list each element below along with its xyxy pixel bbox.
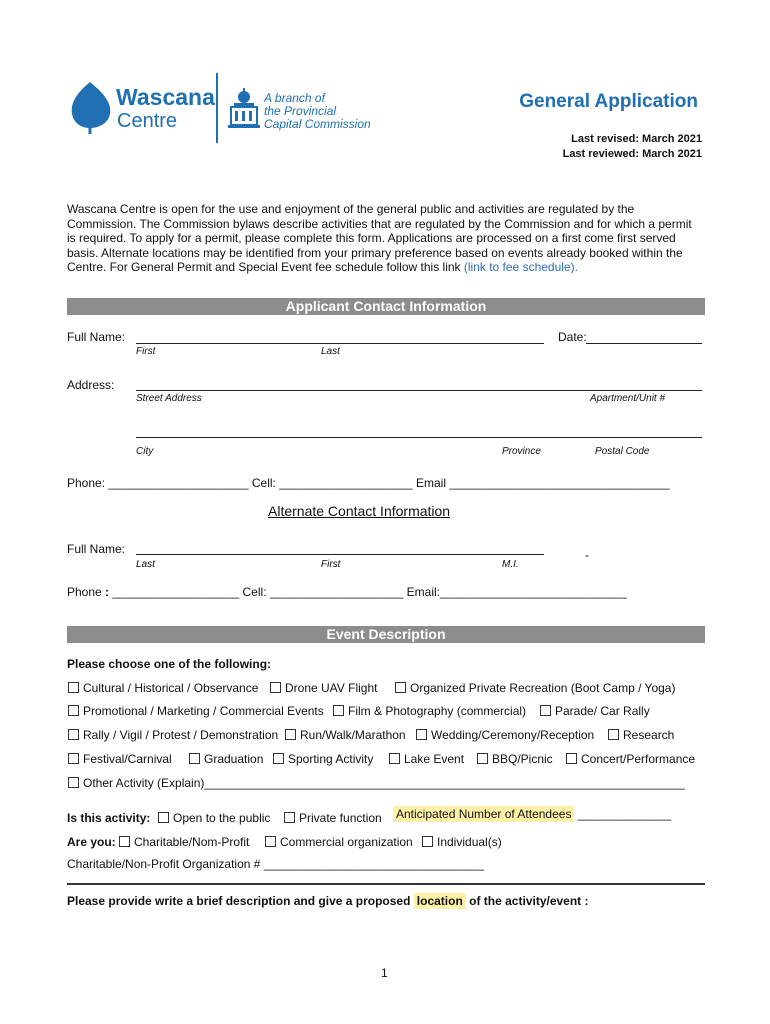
alt-phone-row[interactable]	[67, 585, 627, 599]
option-private-recreation[interactable]	[395, 681, 675, 695]
checkbox-icon[interactable]	[566, 753, 577, 764]
option-label: Private function	[299, 811, 382, 825]
checkbox-icon[interactable]	[333, 705, 344, 716]
section-divider	[67, 883, 705, 885]
logo-branch-line: the Provincial	[264, 104, 337, 118]
option-concert[interactable]	[566, 752, 695, 766]
checkbox-icon[interactable]	[68, 753, 79, 764]
checkbox-icon[interactable]	[416, 729, 427, 740]
option-label: Other Activity (Explain)________________________________________________________________________	[83, 776, 685, 790]
intro-line: Commission. The Commission bylaws describe activities that are regulated by the Commission and for which a permit	[67, 216, 692, 231]
first-caption: First	[136, 346, 156, 357]
checkbox-icon[interactable]	[422, 836, 433, 847]
option-film[interactable]	[333, 704, 526, 718]
checkbox-icon[interactable]	[68, 729, 79, 740]
city-caption: City	[136, 446, 154, 457]
option-label: Commercial organization	[280, 835, 413, 849]
option-label: Rally / Vigil / Protest / Demonstration	[83, 728, 279, 742]
date-field[interactable]	[586, 343, 702, 344]
alt-phone-label: Phone	[67, 585, 102, 599]
option-sporting[interactable]	[273, 752, 373, 766]
option-label: Open to the public	[173, 811, 271, 825]
address-label: Address:	[67, 378, 115, 392]
checkbox-icon[interactable]	[273, 753, 284, 764]
checkbox-icon[interactable]	[189, 753, 200, 764]
option-label: Cultural / Historical / Observance	[83, 681, 259, 695]
alt-full-name-label: Full Name:	[67, 542, 126, 556]
option-commercial[interactable]	[265, 835, 413, 849]
full-name-field[interactable]	[136, 343, 544, 344]
description-prompt-text: Please provide write a brief description and give a proposed	[67, 894, 411, 908]
description-prompt	[67, 894, 589, 908]
city-province-postal-field[interactable]	[136, 437, 702, 438]
option-lake-event[interactable]	[389, 752, 464, 766]
checkbox-icon[interactable]	[395, 682, 406, 693]
option-drone[interactable]	[270, 681, 377, 695]
last-revised: Last revised: March 2021	[571, 133, 702, 145]
province-caption: Province	[502, 446, 541, 457]
attendees-field: ______________	[577, 807, 672, 821]
option-label: Parade/ Car Rally	[555, 704, 650, 718]
checkbox-icon[interactable]	[68, 705, 79, 716]
choose-label: Please choose one of the following:	[67, 657, 272, 671]
option-open-public[interactable]	[158, 811, 270, 825]
option-label: Research	[623, 728, 675, 742]
option-label: Lake Event	[404, 752, 465, 766]
alt-dash: -	[585, 548, 589, 562]
attendees-row[interactable]	[393, 807, 671, 821]
checkbox-icon[interactable]	[68, 777, 79, 788]
full-name-label: Full Name:	[67, 330, 126, 344]
checkbox-icon[interactable]	[270, 682, 281, 693]
legislature-building-icon	[228, 88, 260, 130]
alt-first-caption: First	[321, 559, 341, 570]
option-label: BBQ/Picnic	[492, 752, 553, 766]
location-highlight: location	[414, 893, 466, 909]
option-charitable[interactable]	[119, 835, 249, 849]
intro-paragraph	[67, 202, 707, 275]
option-individual[interactable]	[422, 835, 502, 849]
option-label: Wedding/Ceremony/Reception	[431, 728, 595, 742]
checkbox-icon[interactable]	[389, 753, 400, 764]
applicant-phone-row[interactable]: Phone: _____________________ Cell: ____________________ Email _________________________________	[67, 476, 670, 490]
option-rally[interactable]	[68, 728, 278, 742]
option-parade[interactable]	[540, 704, 650, 718]
intro-line: is required. To apply for a permit, please complete this form. Applications are processed on a first come first served	[67, 231, 676, 245]
option-label: Drone UAV Flight	[285, 681, 378, 695]
option-run[interactable]	[285, 728, 406, 742]
postal-code-caption: Postal Code	[595, 446, 650, 457]
option-label: Run/Walk/Marathon	[300, 728, 406, 742]
alternate-section-header: Alternate Contact Information	[268, 503, 451, 519]
alt-mi-caption: M.I.	[502, 559, 519, 570]
event-section-header: Event Description	[67, 626, 705, 643]
page-number: 1	[381, 966, 388, 980]
intro-line: Wascana Centre is open for the use and enjoyment of the general public and activities are regulated by the	[67, 202, 635, 216]
option-festival[interactable]	[68, 752, 172, 766]
date-label: Date:	[558, 330, 587, 344]
option-bbq[interactable]	[477, 752, 553, 766]
option-promotional[interactable]	[68, 704, 324, 718]
checkbox-icon[interactable]	[540, 705, 551, 716]
leaf-icon	[68, 80, 116, 136]
checkbox-icon[interactable]	[285, 729, 296, 740]
logo-branch-line: Capital Commission	[264, 117, 371, 131]
option-label: Film & Photography (commercial)	[348, 704, 527, 718]
logo-wordmark-bottom: Centre	[117, 110, 178, 132]
street-address-field[interactable]	[136, 390, 702, 391]
alt-full-name-field[interactable]	[136, 554, 544, 555]
intro-line: basis. Alternate locations may be identified from your primary preference based on events already booked within the	[67, 245, 683, 260]
alt-phone-colon: :	[105, 585, 110, 599]
checkbox-icon[interactable]	[608, 729, 619, 740]
option-label: Concert/Performance	[581, 752, 696, 766]
option-research[interactable]	[608, 728, 674, 742]
option-graduation[interactable]	[189, 752, 263, 766]
option-private-function[interactable]	[284, 811, 382, 825]
description-prompt-text: of the activity/event :	[469, 894, 589, 908]
option-cultural[interactable]	[68, 681, 258, 695]
logo-divider	[216, 73, 218, 143]
option-label: Graduation	[204, 752, 264, 766]
apartment-caption: Apartment/Unit #	[590, 393, 666, 404]
logo-wordmark-top: Wascana	[116, 84, 215, 110]
option-label: Festival/Carnival	[83, 752, 172, 766]
last-reviewed: Last reviewed: March 2021	[562, 148, 702, 160]
are-you-label: Are you:	[67, 835, 116, 849]
fee-schedule-link[interactable]: (link to fee schedule).	[463, 260, 578, 274]
checkbox-icon[interactable]	[119, 836, 130, 847]
alt-phone-fields: ___________________ Cell: ____________________ Email:____________________________	[109, 585, 627, 599]
checkbox-icon[interactable]	[158, 812, 169, 823]
checkbox-icon[interactable]	[477, 753, 488, 764]
page-title: General Application	[519, 91, 698, 112]
is-activity-label: Is this activity:	[67, 811, 151, 825]
checkbox-icon[interactable]	[265, 836, 276, 847]
street-caption: Street Address	[136, 393, 202, 404]
intro-line: Centre. For General Permit and Special Event fee schedule follow this link	[67, 260, 461, 274]
applicant-section-header: Applicant Contact Information	[67, 298, 705, 315]
option-label: Charitable/Nom-Profit	[134, 835, 250, 849]
attendees-label: Anticipated Number of Attendees	[393, 806, 574, 822]
alt-last-caption: Last	[136, 559, 155, 570]
last-caption: Last	[321, 346, 340, 357]
option-label: Promotional / Marketing / Commercial Events	[83, 704, 324, 718]
logo-branch-line: A branch of	[264, 91, 325, 105]
option-wedding[interactable]	[416, 728, 594, 742]
org-number-field[interactable]: Charitable/Non-Profit Organization # _________________________________	[67, 857, 484, 871]
option-label: Individual(s)	[437, 835, 502, 849]
checkbox-icon[interactable]	[284, 812, 295, 823]
option-other[interactable]	[68, 776, 685, 790]
logo-branch-text	[264, 92, 371, 131]
option-label: Sporting Activity	[288, 752, 374, 766]
checkbox-icon[interactable]	[68, 682, 79, 693]
option-label: Organized Private Recreation (Boot Camp / Yoga)	[410, 681, 676, 695]
